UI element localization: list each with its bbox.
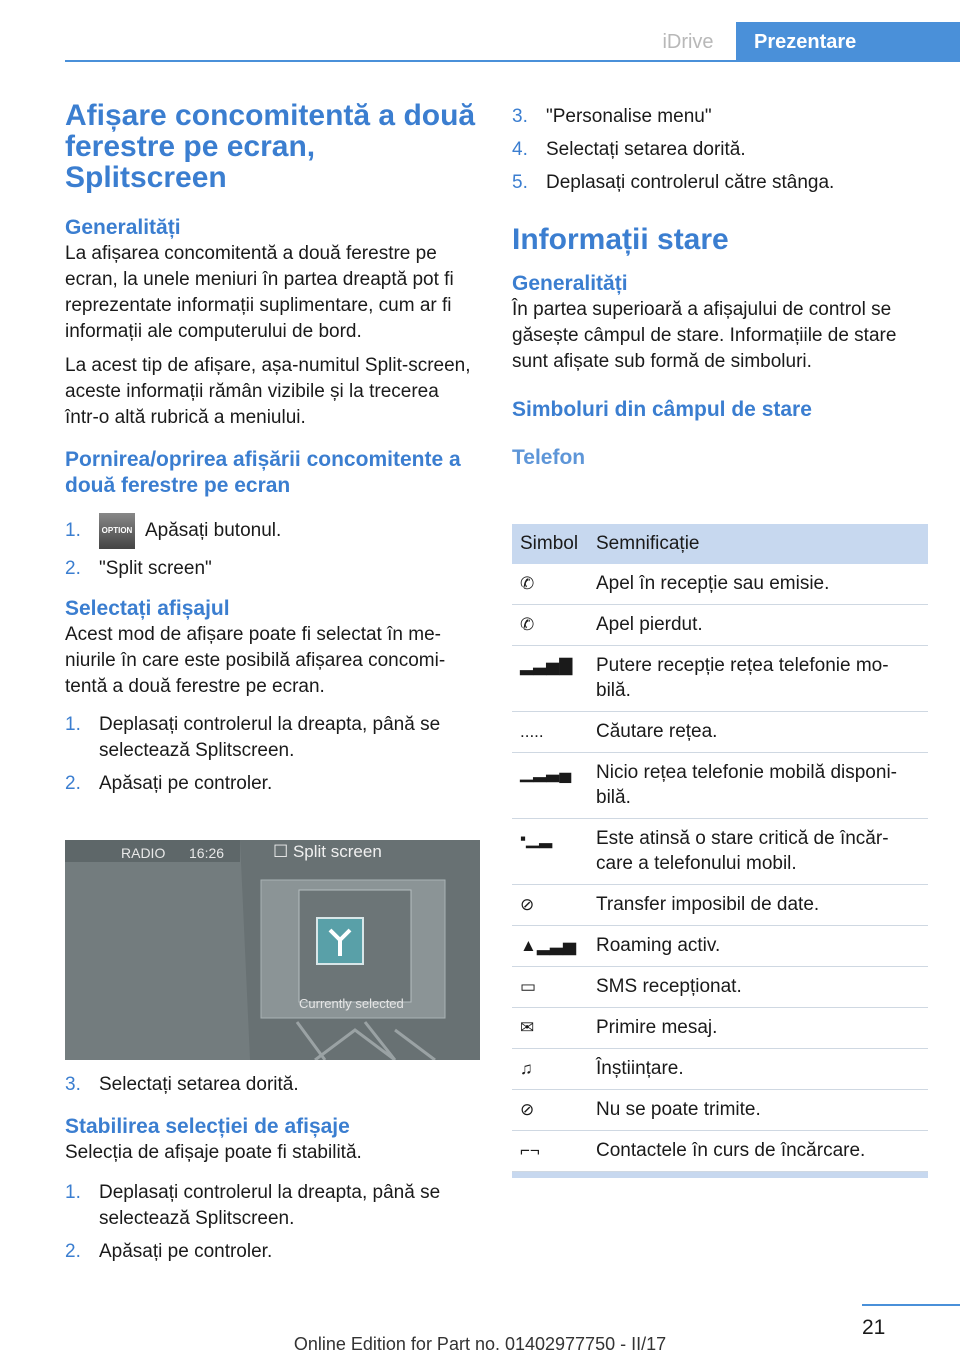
step-number: 2. xyxy=(65,773,81,794)
table-row xyxy=(512,1131,928,1172)
table-body xyxy=(512,564,928,1172)
table-header xyxy=(512,524,928,564)
symbol-meaning: Căutare rețea. xyxy=(596,721,718,742)
steps-list xyxy=(65,513,477,582)
step-text: "Split screen" xyxy=(99,558,212,579)
table-row xyxy=(512,564,928,605)
step-number: 3. xyxy=(65,1074,81,1095)
symbol-meaning: Apel pierdut. xyxy=(596,614,703,635)
table-row xyxy=(512,605,928,646)
status-radio: RADIO xyxy=(121,845,166,861)
section-heading-symbols: Simboluri din câmpul de stare xyxy=(512,398,812,421)
header-tab-prezentare: Prezentare xyxy=(736,22,960,62)
step-text: Deplasați controlerul la dreapta, până se selectează Splitscreen. xyxy=(99,714,441,761)
list-item xyxy=(65,1180,477,1232)
symbol-meaning: Roaming activ. xyxy=(596,935,721,956)
symbol-meaning: Nu se poate trimite. xyxy=(596,1099,761,1120)
step-text: Apăsați butonul. xyxy=(145,520,282,542)
screenshot-graphic xyxy=(65,840,480,1060)
right-column xyxy=(512,104,928,471)
step-number: 3. xyxy=(512,106,528,127)
signal-strength-icon: ▂▃▅▇ xyxy=(520,656,573,675)
paragraph: La acest tip de afișare, așa-numitul Split-screen, aceste informații rămân vizibile și la trecerea într-o altă rubrică a meniului. xyxy=(65,355,471,428)
step-number: 1. xyxy=(65,1182,81,1203)
symbol-meaning: Putere recepție rețea telefonie mo-bilă. xyxy=(596,655,889,701)
sms-icon: ▭ xyxy=(520,977,537,996)
section-heading-phone: Telefon xyxy=(512,446,586,469)
list-item xyxy=(65,513,477,549)
option-button-icon: OPTION xyxy=(99,513,135,549)
table-row xyxy=(512,646,928,712)
list-item xyxy=(65,556,477,582)
page-number: 21 xyxy=(862,1316,886,1339)
step-text: Apăsați pe controler. xyxy=(99,1241,273,1262)
table-end-rule xyxy=(512,1172,928,1178)
no-data-transfer-icon: ⊘ xyxy=(520,895,535,914)
symbols-table xyxy=(512,524,928,1178)
step-text: Apăsați pe controler. xyxy=(99,773,273,794)
step-number: 2. xyxy=(65,558,81,579)
step-number: 2. xyxy=(65,1241,81,1262)
section-heading-toggle: Pornirea/oprirea afișării concomitente a două ferestre pe ecran xyxy=(65,448,461,497)
left-column xyxy=(65,100,477,804)
symbol-meaning: Nicio rețea telefonie mobilă disponi-bilă. xyxy=(596,762,897,808)
section-heading-fix: Stabilirea selecției de afișaje xyxy=(65,1115,350,1138)
splitscreen-screenshot xyxy=(65,840,480,1060)
step-text: "Personalise menu" xyxy=(546,106,712,127)
step-text: Deplasați controlerul către stânga. xyxy=(546,172,835,193)
table-row xyxy=(512,1049,928,1090)
footer-edition: Online Edition for Part no. 01402977750 - II/17 xyxy=(293,1334,667,1354)
page-title: Afișare concomitentă a două ferestre pe ecran, Splitscreen xyxy=(65,99,476,194)
list-item xyxy=(512,137,928,163)
list-item xyxy=(65,771,477,797)
mail-icon: ✉ xyxy=(520,1018,535,1037)
step-text: Deplasați controlerul la dreapta, până se selectează Splitscreen. xyxy=(99,1182,441,1229)
list-item xyxy=(65,1239,477,1265)
paragraph: Selecția de afișaje poate fi stabilită. xyxy=(65,1142,362,1163)
list-item xyxy=(65,1072,477,1098)
left-column-lower xyxy=(65,1072,477,1272)
section-heading-general: Generalități xyxy=(512,272,628,295)
list-item xyxy=(512,170,928,196)
no-network-icon: ▁▂▃▄ xyxy=(520,763,572,782)
cannot-send-icon: ⊘ xyxy=(520,1100,535,1119)
symbol-meaning: Primire mesaj. xyxy=(596,1017,718,1038)
roaming-icon: ▲▂▃▅ xyxy=(520,936,577,955)
column-header-meaning: Semnificație xyxy=(596,533,700,554)
section-heading-general: Generalități xyxy=(65,216,181,239)
list-item xyxy=(512,104,928,130)
step-number: 5. xyxy=(512,172,528,193)
section-title-status: Informații stare xyxy=(512,223,729,256)
table-row xyxy=(512,753,928,819)
table-row xyxy=(512,926,928,967)
paragraph: Acest mod de afișare poate fi selectat în me-niurile în care este posibilă afișarea concomi-tentă a două ferestre pe ecran. xyxy=(65,624,446,697)
table-row xyxy=(512,1008,928,1049)
table-row xyxy=(512,819,928,885)
status-clock: 16:26 xyxy=(189,845,225,861)
section-heading-select: Selectați afișajul xyxy=(65,597,230,620)
header-rule xyxy=(65,60,960,62)
steps-list xyxy=(65,712,477,797)
step-number: 1. xyxy=(65,520,81,541)
step-text: Selectați setarea dorită. xyxy=(546,139,746,160)
paragraph: În partea superioară a afișajului de control se găsește câmpul de stare. Informațiile de stare sunt afișate sub formă de simboluri. xyxy=(512,299,897,372)
contacts-loading-icon: ⌐¬ xyxy=(520,1141,540,1160)
symbol-meaning: Apel în recepție sau emisie. xyxy=(596,573,830,594)
table-row xyxy=(512,967,928,1008)
table-row xyxy=(512,1090,928,1131)
step-number: 4. xyxy=(512,139,528,160)
symbol-meaning: Înștiințare. xyxy=(596,1058,684,1079)
missed-call-icon: ✆ xyxy=(520,615,535,634)
list-item xyxy=(65,712,477,764)
bell-icon: ♫ xyxy=(520,1059,533,1078)
menu-split-screen: ☐ Split screen xyxy=(273,842,382,861)
network-search-icon: ..... xyxy=(520,722,544,741)
footer-rule xyxy=(862,1304,960,1306)
step-text: Selectați setarea dorită. xyxy=(99,1074,299,1095)
header-section-label: iDrive xyxy=(662,31,714,53)
paragraph: La afișarea concomitentă a două ferestre pe ecran, la unele meniuri în partea dreaptă pot fi reprezentate informații suplimentare, cum ar fi informații ale computerului de bord. xyxy=(65,243,454,342)
phone-icon: ✆ xyxy=(520,574,535,593)
step-number: 1. xyxy=(65,714,81,735)
symbol-meaning: SMS recepționat. xyxy=(596,976,742,997)
caption-currently-selected: Currently selected xyxy=(299,996,404,1011)
symbol-meaning: Este atinsă o stare critică de încăr-care a telefonului mobil. xyxy=(596,828,889,874)
table-row xyxy=(512,885,928,926)
column-header-symbol: Simbol xyxy=(520,533,579,554)
battery-critical-icon: ▪▁▂ xyxy=(520,829,553,848)
table-row xyxy=(512,712,928,753)
symbol-meaning: Contactele în curs de încărcare. xyxy=(596,1140,866,1161)
symbol-meaning: Transfer imposibil de date. xyxy=(596,894,820,915)
